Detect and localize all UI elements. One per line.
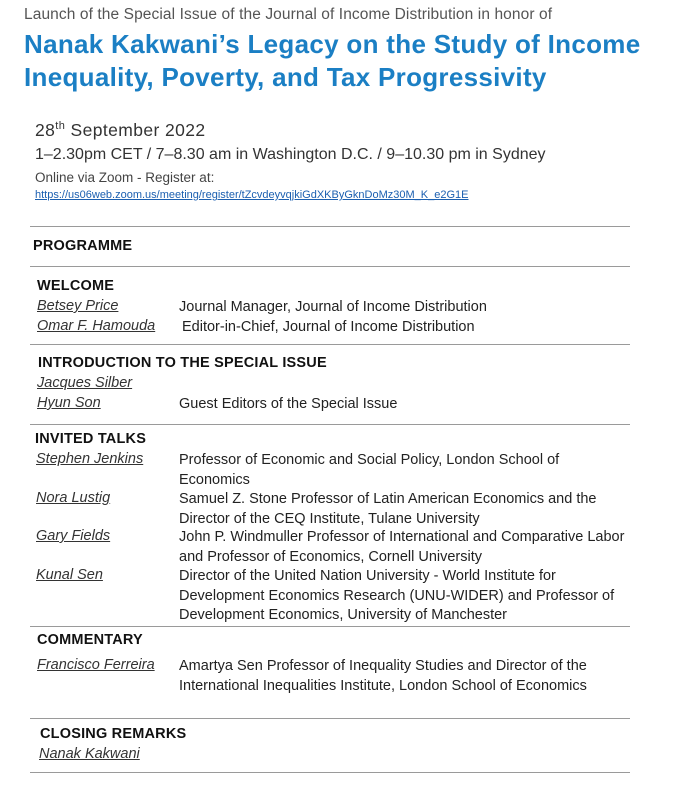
speaker-role: Amartya Sen Professor of Inequality Studies and Director of the International Inequalities Institute, London School of Economics bbox=[179, 658, 587, 694]
divider bbox=[30, 424, 630, 425]
speaker-name: Kunal Sen bbox=[36, 567, 103, 583]
divider bbox=[30, 772, 630, 773]
speaker-name: Nanak Kakwani bbox=[39, 746, 140, 762]
divider bbox=[30, 266, 630, 267]
date-suffix: th bbox=[55, 120, 66, 133]
introduction-heading: INTRODUCTION TO THE SPECIAL ISSUE bbox=[38, 355, 327, 371]
divider bbox=[30, 626, 630, 627]
speaker-name: Jacques Silber bbox=[37, 375, 133, 391]
date-rest: September 2022 bbox=[70, 120, 206, 140]
welcome-heading: WELCOME bbox=[37, 278, 115, 294]
title-line-1: Nanak Kakwani’s Legacy on the Study of Income bbox=[24, 29, 641, 59]
speaker-role: Samuel Z. Stone Professor of Latin American Economics and the Director of the CEQ Institute, Tulane University bbox=[179, 491, 597, 527]
speaker-role: Journal Manager, Journal of Income Distribution bbox=[179, 299, 487, 315]
page-title bbox=[24, 28, 640, 94]
divider bbox=[30, 226, 630, 227]
speaker-name: Nora Lustig bbox=[36, 490, 111, 506]
speaker-role: Director of the United Nation University - World Institute for Development Economics Research (UNU-WIDER) and Professor of Development Economics, University of Manchester bbox=[179, 568, 615, 623]
event-kicker: Launch of the Special Issue of the Journal of Income Distribution in honor of bbox=[24, 6, 553, 23]
speaker-name: Betsey Price bbox=[37, 298, 119, 314]
speaker-name: Gary Fields bbox=[36, 528, 111, 544]
speaker-role: Professor of Economic and Social Policy, London School of Economics bbox=[179, 452, 560, 488]
speaker-name: Omar F. Hamouda bbox=[37, 318, 156, 334]
commentary-heading: COMMENTARY bbox=[37, 632, 143, 648]
divider bbox=[30, 718, 630, 719]
speaker-name: Stephen Jenkins bbox=[36, 451, 144, 467]
online-note: Online via Zoom - Register at: bbox=[35, 170, 215, 185]
invited-talks-heading: INVITED TALKS bbox=[35, 431, 147, 447]
date-day: 28 bbox=[35, 120, 56, 140]
title-line-2: Inequality, Poverty, and Tax Progressivity bbox=[24, 62, 547, 92]
event-times: 1–2.30pm CET / 7–8.30 am in Washington D.C. / 9–10.30 pm in Sydney bbox=[35, 146, 546, 163]
closing-heading: CLOSING REMARKS bbox=[40, 726, 187, 742]
speaker-name: Francisco Ferreira bbox=[37, 657, 155, 673]
speaker-role: John P. Windmuller Professor of International and Comparative Labor and Professor of Economics, Cornell University bbox=[179, 529, 625, 565]
speaker-role: Guest Editors of the Special Issue bbox=[179, 396, 398, 412]
divider bbox=[30, 344, 630, 345]
speaker-name: Hyun Son bbox=[37, 395, 101, 411]
programme-heading: PROGRAMME bbox=[33, 238, 133, 254]
speaker-role: Editor-in-Chief, Journal of Income Distribution bbox=[182, 319, 475, 335]
event-date bbox=[35, 120, 206, 141]
registration-link[interactable]: https://us06web.zoom.us/meeting/register/tZcvdeyvqjkiGdXKByGknDoMz30M_K_e2G1E bbox=[35, 189, 469, 201]
